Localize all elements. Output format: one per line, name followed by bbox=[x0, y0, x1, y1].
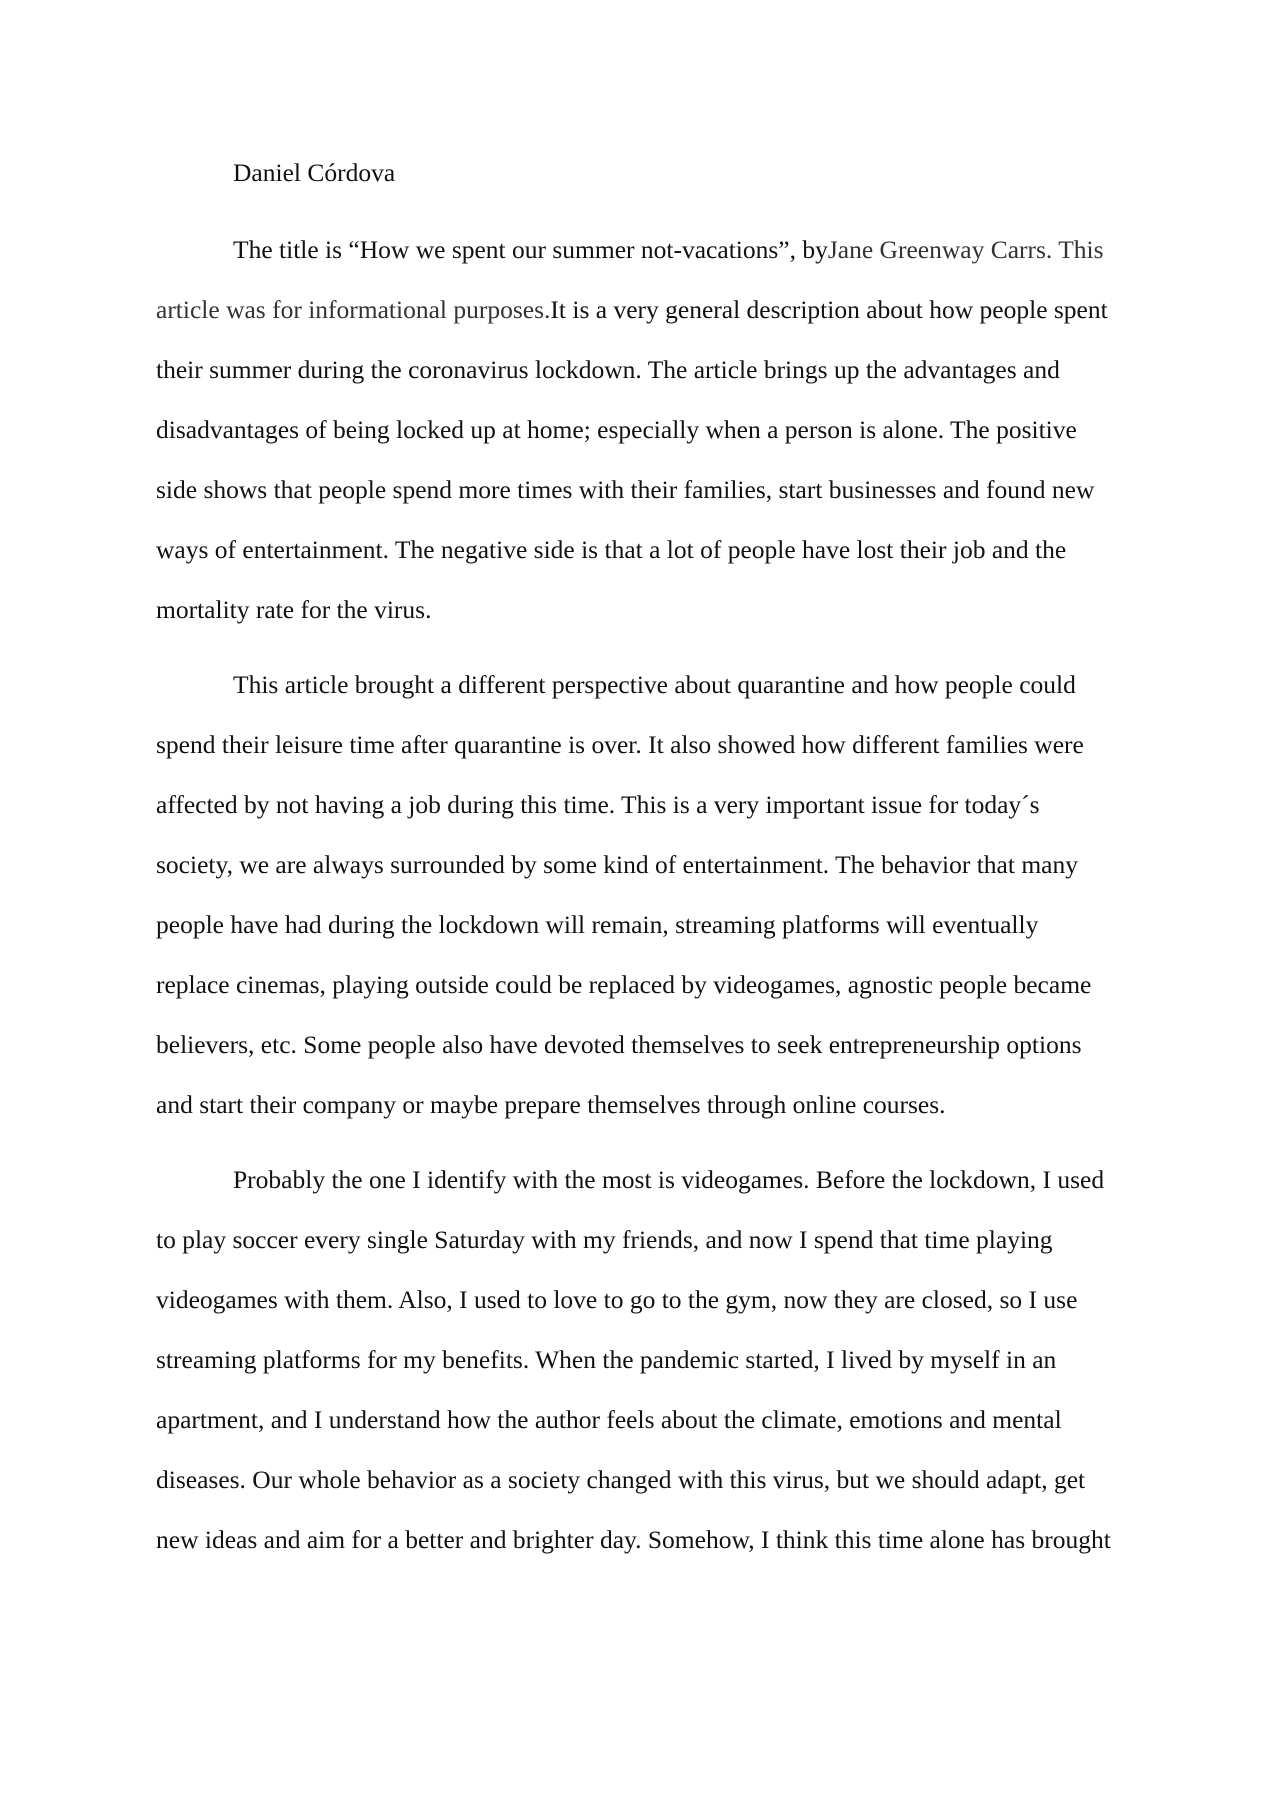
paragraph-3 bbox=[156, 1157, 1136, 1577]
document-body bbox=[156, 150, 1136, 1577]
author-name: Daniel Córdova bbox=[233, 158, 396, 187]
paragraph-line: streaming platforms for my benefits. When the pandemic started, I lived by myself in an bbox=[156, 1345, 1057, 1374]
paragraph-line: Probably the one I identify with the most is videogames. Before the lockdown, I used bbox=[233, 1165, 1105, 1194]
paragraph-line: people have had during the lockdown will remain, streaming platforms will eventually bbox=[156, 910, 1039, 939]
paragraph-line: society, we are always surrounded by some kind of entertainment. The behavior that many bbox=[156, 850, 1078, 879]
paragraph-line: new ideas and aim for a better and brighter day. Somehow, I think this time alone has brought bbox=[156, 1525, 1111, 1554]
paragraph-line: mortality rate for the virus. bbox=[156, 595, 432, 624]
paragraph-line: replace cinemas, playing outside could be replaced by videogames, agnostic people became bbox=[156, 970, 1092, 999]
paragraph-line: believers, etc. Some people also have devoted themselves to seek entrepreneurship options bbox=[156, 1030, 1082, 1059]
paragraph-1 bbox=[156, 227, 1136, 647]
paragraph-line: affected by not having a job during this time. This is a very important issue for today´s bbox=[156, 790, 1040, 819]
paragraph-line: videogames with them. Also, I used to love to go to the gym, now they are closed, so I use bbox=[156, 1285, 1078, 1314]
paragraph-line: to play soccer every single Saturday with my friends, and now I spend that time playing bbox=[156, 1225, 1053, 1254]
paragraph-line: disadvantages of being locked up at home; especially when a person is alone. The positive bbox=[156, 415, 1077, 444]
paragraph-line: their summer during the coronavirus lockdown. The article brings up the advantages and bbox=[156, 355, 1060, 384]
paragraph-line: This article brought a different perspective about quarantine and how people could bbox=[233, 670, 1076, 699]
paragraph-line: side shows that people spend more times with their families, start businesses and found new bbox=[156, 475, 1095, 504]
paragraph-line: and start their company or maybe prepare themselves through online courses. bbox=[156, 1090, 946, 1119]
paragraph-line: spend their leisure time after quarantine is over. It also showed how different families were bbox=[156, 730, 1084, 759]
paragraph-line: The title is “How we spent our summer not-vacations”, by Jane Greenway Carrs. This bbox=[233, 235, 1104, 264]
paragraph-line: ways of entertainment. The negative side is that a lot of people have lost their job and the bbox=[156, 535, 1067, 564]
paragraph-line: article was for informational purposes. It is a very general description about how people spent bbox=[156, 295, 1108, 324]
paragraph-2 bbox=[156, 662, 1136, 1142]
paragraph-line: diseases. Our whole behavior as a society changed with this virus, but we should adapt, get bbox=[156, 1465, 1086, 1494]
paragraph-line: apartment, and I understand how the author feels about the climate, emotions and mental bbox=[156, 1405, 1062, 1434]
